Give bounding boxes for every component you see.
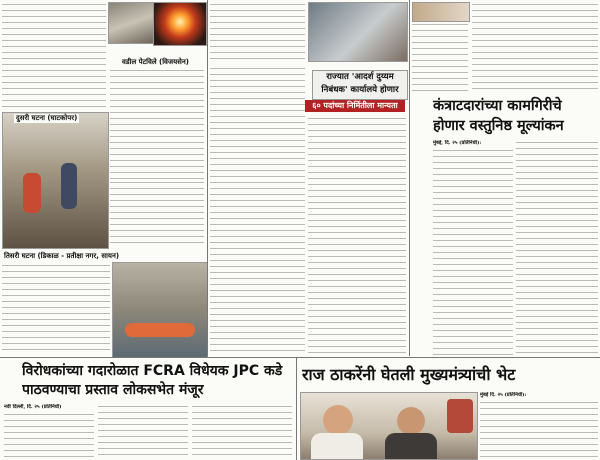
article-body-col-g [308, 116, 406, 356]
photo-building-collapse [108, 2, 155, 44]
photo-boat-rescue [112, 262, 208, 358]
photo-rescue-caption: दुसरी घटना (घाटकोपर) [16, 114, 78, 122]
date-line-raj-thackeray: मुंबई दि. २५ (प्रतिनिधी): [480, 392, 527, 398]
article-body-col-e [210, 2, 305, 62]
article-body-col-j [472, 2, 598, 92]
article-body-col-l [516, 140, 598, 356]
column-divider-3 [296, 358, 297, 460]
article-body-col-p [480, 400, 598, 458]
photo-rescue [2, 112, 109, 249]
column-divider-2 [409, 0, 410, 356]
article-body-col-h [210, 258, 305, 356]
photo-fire-caption: वडील पेटविले (विजयसेन) [122, 58, 189, 66]
headline-raj-thackeray: राज ठाकरेंनी घेतली मुख्यमंत्र्यांची भेट [302, 365, 516, 384]
article-body-col-d [2, 263, 110, 355]
article-body-col-c [110, 180, 204, 248]
article-body-col-n [98, 404, 188, 458]
date-line-fcra: नवी दिल्ली, दि. २५ (प्रतिनिधी) [4, 404, 62, 410]
article-body-col-k [433, 148, 513, 356]
headline-contractors: कंत्राटदारांच्या कामगिरीचे होणार वस्तुनिष्ठ मूल्यांकन [433, 98, 564, 134]
kicker-registrar-office: राज्यात 'आदर्श दुय्यम निबंधक' कार्यालये होणार [312, 70, 408, 100]
article-body-col-b [110, 68, 204, 180]
photo-boat-caption: तिसरी घटना (डिकाळ - प्रतीक्षा नगर, सायन) [4, 252, 120, 260]
article-body-col-o [192, 404, 292, 458]
column-divider [207, 0, 208, 356]
section-divider [0, 357, 600, 358]
article-body-col-a [2, 2, 106, 112]
article-body-col-i [412, 22, 468, 92]
photo-fire [153, 2, 207, 46]
article-body-col-m [4, 412, 94, 458]
photo-right-top [412, 2, 470, 22]
article-body-col-f [210, 66, 305, 256]
headline-fcra: विरोधकांच्या गदारोळात FCRA विधेयक JPC कडे पाठवण्याचा प्रस्ताव लोकसभेत मंजूर [22, 363, 283, 398]
photo-center-top [308, 2, 408, 62]
date-line-contractors: मुंबई, दि. २५ (प्रतिनिधी): [433, 140, 482, 146]
photo-meeting [300, 392, 478, 460]
red-strip-posts: ६० पदांच्या निर्मितीला मान्यता [305, 100, 405, 112]
